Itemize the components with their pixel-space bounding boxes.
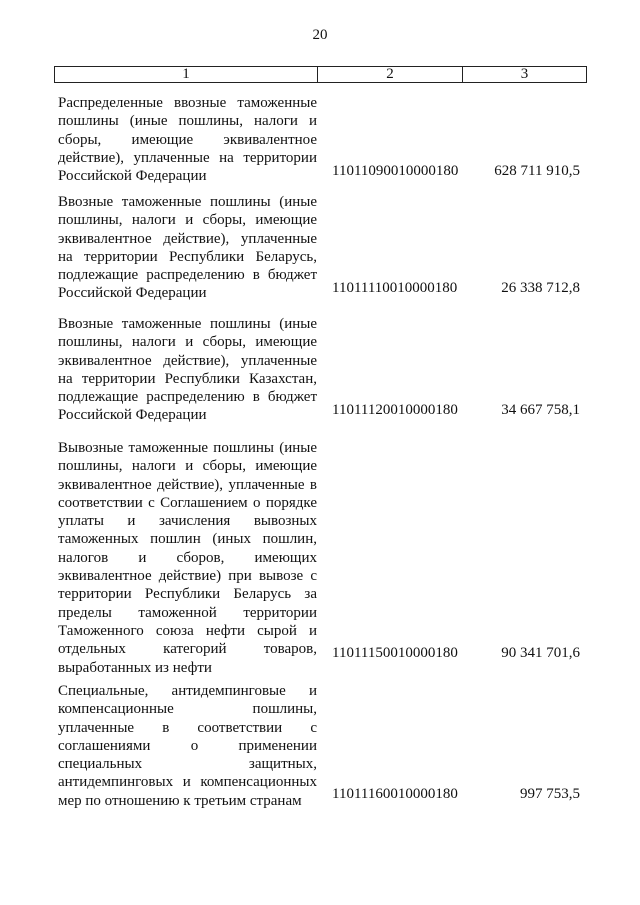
- row-description: Ввозные таможенные пошлины (иные пошлины, налоги и сборы, имеющие эквивалентное действие), уплаченные на территории Республики Беларусь, подлежащие распределению в бюджет Российской Федерации: [58, 194, 317, 302]
- row-amount: 34 667 758,1: [501, 402, 580, 418]
- row-amount: 628 711 910,5: [494, 163, 580, 179]
- row-code: 11011110010000180: [332, 280, 458, 296]
- column-header-2: 2: [318, 67, 463, 82]
- table-header: [54, 66, 587, 83]
- row-description: Ввозные таможенные пошлины (иные пошлины, налоги и сборы, имеющие эквивалентное действие), уплаченные на территории Республики Казахстан, подлежащие распределению в бюджет Российской Федерации: [58, 316, 317, 424]
- row-amount: 90 341 701,6: [501, 645, 580, 661]
- row-amount: 997 753,5: [520, 786, 580, 802]
- row-code: 11011150010000180: [332, 645, 458, 661]
- row-code: 11011090010000180: [332, 163, 459, 179]
- table-row: [58, 94, 588, 184]
- row-code: 11011160010000180: [332, 786, 458, 802]
- page-number: 20: [312, 27, 328, 43]
- row-description: Специальные, антидемпинговые и компенсационные пошлины, уплаченные в соответствии с соглашениями о применении специальных защитных, антидемпинговых и компенсационных мер по отношению к третьим странам: [58, 683, 317, 809]
- column-header-3: 3: [520, 66, 529, 82]
- row-description: Распределенные ввозные таможенные пошлины (иные пошлины, налоги и сборы, имеющие эквивалентное действие), уплаченные на территории Российской Федерации: [58, 95, 317, 185]
- column-header-1: 1: [55, 67, 318, 82]
- table-row: [58, 315, 588, 425]
- table-row: [58, 439, 588, 676]
- row-amount: 26 338 712,8: [501, 280, 580, 296]
- table-row: [58, 682, 588, 812]
- row-code: 11011120010000180: [332, 402, 458, 418]
- table-row: [58, 193, 588, 303]
- row-description: Вывозные таможенные пошлины (иные пошлины, налоги и сборы, имеющие эквивалентное действие), уплаченные в соответствии с Соглашением о порядке уплаты и зачисления вывозных таможенных пошлин (иных пошлин, налогов и сборов, имеющих эквивалентное действие) при вывозе с территории Республики Беларусь за пределы таможенной территории Таможенного союза нефти сырой и отдельных категорий товаров, выработанных из нефти: [58, 440, 317, 676]
